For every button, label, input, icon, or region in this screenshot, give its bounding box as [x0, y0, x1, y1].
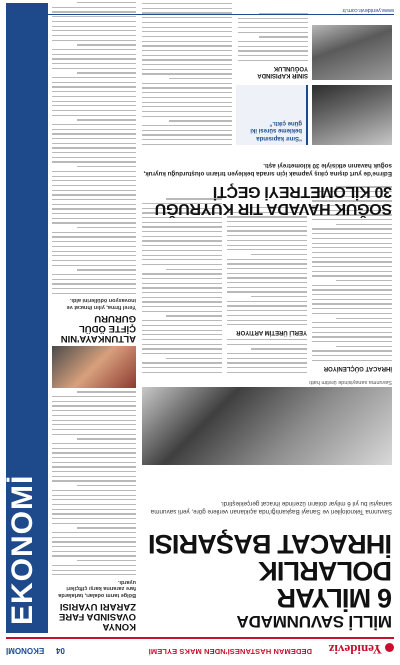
text-line [142, 87, 232, 88]
text-line [142, 144, 232, 145]
text-line [251, 348, 307, 349]
text-line [259, 36, 308, 37]
text-line [52, 30, 136, 31]
text-line [52, 565, 136, 566]
text-line [227, 230, 307, 231]
text-line [52, 509, 136, 510]
text-line [52, 523, 136, 524]
page-number: 04 [56, 646, 65, 655]
text-line [52, 147, 136, 148]
text-line [52, 293, 136, 294]
text-line [52, 551, 136, 552]
text-line [251, 254, 307, 255]
text-line [52, 452, 136, 453]
text-line [52, 490, 136, 491]
text-line [227, 358, 307, 359]
text-line [142, 92, 232, 93]
text-line [52, 190, 136, 191]
text-line [227, 221, 307, 222]
text-line [227, 277, 307, 278]
text-line [312, 294, 392, 295]
text-line [312, 360, 392, 361]
text-line [238, 41, 308, 42]
text-line [312, 261, 392, 262]
headline-line: İHRACAT BAŞARISI [148, 529, 392, 559]
brand-logo [329, 641, 394, 657]
text-line [142, 83, 232, 84]
text-line [142, 73, 232, 74]
text-line [227, 245, 307, 246]
text-line [52, 194, 136, 195]
text-line [52, 54, 136, 55]
text-line [142, 306, 222, 307]
text-line [52, 16, 136, 17]
text-line [52, 265, 136, 266]
text-line [52, 204, 136, 205]
text-line [142, 292, 222, 293]
text-line [52, 82, 136, 83]
text-line [52, 415, 136, 416]
text-line [312, 233, 392, 234]
text-line [227, 305, 307, 306]
text-line [77, 119, 136, 120]
text-line [238, 50, 308, 51]
section-ribbon [6, 3, 48, 633]
text-line [312, 336, 392, 337]
text-line [52, 58, 136, 59]
text-line [312, 313, 392, 314]
text-line [169, 78, 232, 79]
text-line [77, 527, 136, 528]
text-line [312, 247, 392, 248]
text-line [52, 138, 136, 139]
side-story-deck: Yerel firma, yılın ihracat ve inovasyon ödüllerini aldı. [66, 297, 136, 310]
text-line [52, 218, 136, 219]
text-line [227, 249, 307, 250]
text-line [142, 97, 232, 98]
text-line [142, 273, 222, 274]
text-line [336, 280, 392, 281]
text-line [52, 410, 136, 411]
text-line [52, 241, 136, 242]
text-line [52, 40, 136, 41]
text-line [142, 222, 222, 223]
text-line [227, 372, 307, 373]
text-line [52, 91, 136, 92]
text-line [52, 401, 136, 402]
text-line [312, 285, 392, 286]
text-line [312, 332, 392, 333]
text-line [142, 45, 232, 46]
text-line [312, 228, 392, 229]
text-line [142, 287, 222, 288]
text-line [77, 166, 136, 167]
text-line [227, 263, 307, 264]
text-line [238, 18, 308, 19]
text-line [142, 59, 232, 60]
text-line [52, 255, 136, 256]
text-line [238, 27, 308, 28]
text-line [142, 250, 222, 251]
text-line [238, 22, 308, 23]
text-line [52, 466, 136, 467]
masthead [6, 637, 394, 659]
text-line [336, 318, 392, 319]
text-line [142, 339, 222, 340]
text-line [52, 124, 136, 125]
text-line [52, 420, 136, 421]
text-line [52, 288, 136, 289]
subhead: İHRACAT GÜÇLENİYOR [323, 365, 392, 371]
text-line [52, 471, 136, 472]
text-line [312, 238, 392, 239]
footer [6, 4, 394, 15]
text-line [142, 55, 232, 56]
text-line [52, 115, 136, 116]
text-line [227, 235, 307, 236]
text-line [312, 303, 392, 304]
text-line [142, 245, 222, 246]
text-line [142, 353, 222, 354]
text-line [77, 72, 136, 73]
text-line [142, 27, 232, 28]
text-line [52, 574, 136, 575]
text-line [52, 26, 136, 27]
text-line [52, 283, 136, 284]
text-column [142, 195, 222, 373]
text-line [142, 41, 232, 42]
text-line [52, 152, 136, 153]
brand-name: Yenideviz [328, 642, 382, 657]
text-line [336, 224, 392, 225]
text-line [227, 301, 307, 302]
text-line [52, 199, 136, 200]
text-line [52, 443, 136, 444]
text-line [52, 424, 136, 425]
text-line [142, 139, 232, 140]
side-story-title: ALTUNKAYA'NIN ÇİFTE ÖDÜL GURURU [60, 313, 136, 344]
text-line [142, 278, 222, 279]
text-line [52, 110, 136, 111]
pull-quote: “Sınır kapısında bekleme süresi iki güne çıktı.” [250, 120, 302, 141]
text-line [52, 260, 136, 261]
text-line [312, 355, 392, 356]
text-line [52, 537, 136, 538]
text-line [227, 320, 307, 321]
text-line [238, 32, 308, 33]
text-line [142, 372, 222, 373]
story2-photo [312, 85, 392, 145]
text-column [142, 0, 232, 145]
text-line [52, 274, 136, 275]
text-line [52, 236, 136, 237]
text-line [238, 46, 308, 47]
text-line [142, 344, 222, 345]
text-line [312, 271, 392, 272]
text-line [52, 180, 136, 181]
text-line [142, 348, 222, 349]
text-line [142, 111, 232, 112]
text-line [142, 231, 222, 232]
text-line [169, 120, 232, 121]
text-line [52, 143, 136, 144]
main-photo [142, 387, 392, 465]
text-line [52, 532, 136, 533]
text-line [166, 269, 222, 270]
text-line [142, 320, 222, 321]
text-line [251, 296, 307, 297]
text-line [166, 315, 222, 316]
text-line [52, 476, 136, 477]
text-line [52, 21, 136, 22]
text-line [142, 264, 222, 265]
text-line [227, 226, 307, 227]
text-line [312, 327, 392, 328]
brand-mark-icon [385, 643, 394, 652]
text-line [77, 44, 136, 45]
text-line [142, 283, 222, 284]
text-line [52, 208, 136, 209]
text-line [52, 499, 136, 500]
text-line [227, 362, 307, 363]
text-line [142, 334, 222, 335]
text-line [142, 31, 232, 32]
text-line [142, 102, 232, 103]
text-line [52, 480, 136, 481]
side-column [52, 3, 136, 631]
text-line [52, 457, 136, 458]
text-line [142, 259, 222, 260]
text-line [52, 49, 136, 50]
text-line [52, 513, 136, 514]
text-line [142, 330, 222, 331]
text-line [52, 448, 136, 449]
text-line [312, 322, 392, 323]
text-line [227, 367, 307, 368]
text-line [52, 171, 136, 172]
text-line [227, 259, 307, 260]
text-line [52, 546, 136, 547]
text-line [52, 396, 136, 397]
story2-headline: SOĞUK HAVADA TIR KUYRUĞU 30 KİLOMETREYİ GEÇTİ [155, 183, 392, 217]
text-line [227, 353, 307, 354]
text-line [142, 226, 222, 227]
text-line [52, 570, 136, 571]
headline-line: 6 MİLYAR DOLARLIK [258, 556, 392, 613]
side-story-title: KONYA OVASINDA FARE ZARARI UYARISI [58, 601, 136, 632]
text-line [77, 560, 136, 561]
text-line [312, 350, 392, 351]
text-line [52, 434, 136, 435]
text-line [52, 555, 136, 556]
text-line [238, 60, 308, 61]
story2-deck: Edirne'de yurt dışına çıkış yapmak için sırada bekleyen tırların oluşturduğu kuyruk, soğuk havanın etkisiyle 30 kilometreyi aştı. [143, 162, 392, 177]
text-line [166, 358, 222, 359]
text-line [52, 246, 136, 247]
text-line [312, 299, 392, 300]
text-line [52, 101, 136, 102]
text-line [52, 405, 136, 406]
text-line [52, 518, 136, 519]
main-headline [142, 530, 392, 611]
subhead: SINIR KAPISINDA YOĞUNLUK [257, 65, 308, 78]
text-line [77, 227, 136, 228]
text-line [312, 289, 392, 290]
text-line [52, 86, 136, 87]
text-line [52, 129, 136, 130]
text-line [52, 35, 136, 36]
text-line [52, 495, 136, 496]
text-line [52, 68, 136, 69]
text-column [227, 204, 307, 373]
text-line [52, 541, 136, 542]
text-line [227, 324, 307, 325]
text-line [227, 344, 307, 345]
text-line [312, 266, 392, 267]
text-line [52, 133, 136, 134]
text-line [77, 485, 136, 486]
subhead: YERLİ ÜRETİM ARTIYOR [236, 329, 307, 336]
text-line [142, 362, 222, 363]
text-line [142, 367, 222, 368]
story2-photo-secondary [312, 25, 392, 80]
text-line [227, 315, 307, 316]
photo-caption: Savunma sanayisinde üretim hattı [309, 379, 392, 385]
text-line [142, 106, 232, 107]
text-line [312, 257, 392, 258]
side-photo [52, 346, 136, 388]
text-line [52, 429, 136, 430]
text-line [312, 341, 392, 342]
text-line [52, 77, 136, 78]
text-line [142, 255, 222, 256]
text-line [142, 325, 222, 326]
main-deck: Savunma Teknolojileri ve Sanayi Başkanlığı'nda açıklanan verilere göre, yerli savunma sanayisi bu yıl 6 milyar doların üzerinde ihracat gerçekleştirdi. [150, 500, 392, 515]
side-story-deck: Bölge tarım odaları, tarlalarda fare zararına karşı çiftçileri uyardı. [58, 579, 136, 598]
text-line [142, 236, 222, 237]
text-line [52, 63, 136, 64]
text-line [227, 240, 307, 241]
text-line [77, 391, 136, 392]
text-line [52, 213, 136, 214]
text-line [52, 232, 136, 233]
text-line [227, 339, 307, 340]
text-line [142, 17, 232, 18]
text-line [227, 273, 307, 274]
text-line [312, 275, 392, 276]
text-line [52, 279, 136, 280]
text-line [227, 310, 307, 311]
text-line [52, 462, 136, 463]
text-line [142, 217, 222, 218]
text-line [142, 22, 232, 23]
text-line [52, 222, 136, 223]
text-line [77, 269, 136, 270]
text-line [142, 50, 232, 51]
text-line [227, 268, 307, 269]
text-line [77, 438, 136, 439]
text-line [142, 301, 222, 302]
text-line [312, 308, 392, 309]
text-line [52, 105, 136, 106]
text-line [142, 240, 222, 241]
text-line [312, 252, 392, 253]
text-line [312, 219, 392, 220]
text-line [227, 282, 307, 283]
text-line [227, 287, 307, 288]
text-line [52, 176, 136, 177]
text-line [312, 243, 392, 244]
text-line [52, 96, 136, 97]
text-line [142, 116, 232, 117]
text-line [52, 161, 136, 162]
text-line [142, 130, 232, 131]
text-line [142, 297, 222, 298]
text-line [142, 311, 222, 312]
text-line [227, 291, 307, 292]
text-line [52, 251, 136, 252]
text-column [238, 9, 308, 80]
footer-text: www.yenidevir.com.tr [342, 7, 394, 13]
text-line [336, 346, 392, 347]
text-line [238, 55, 308, 56]
text-line [142, 134, 232, 135]
ribbon-label: EKONOMİ [6, 474, 39, 625]
text-line [52, 185, 136, 186]
text-line [142, 36, 232, 37]
pull-quote-box [236, 85, 308, 145]
section-label: EKONOMİ [6, 646, 45, 655]
text-line [52, 157, 136, 158]
top-headline: DEDEMAN HASTANESİ'NDEN MAKS EYLEMİ [148, 647, 312, 656]
text-line [142, 64, 232, 65]
text-line [142, 69, 232, 70]
text-line [142, 125, 232, 126]
main-kicker: MİLLİ SAVUNMADA [236, 612, 392, 631]
text-line [52, 504, 136, 505]
